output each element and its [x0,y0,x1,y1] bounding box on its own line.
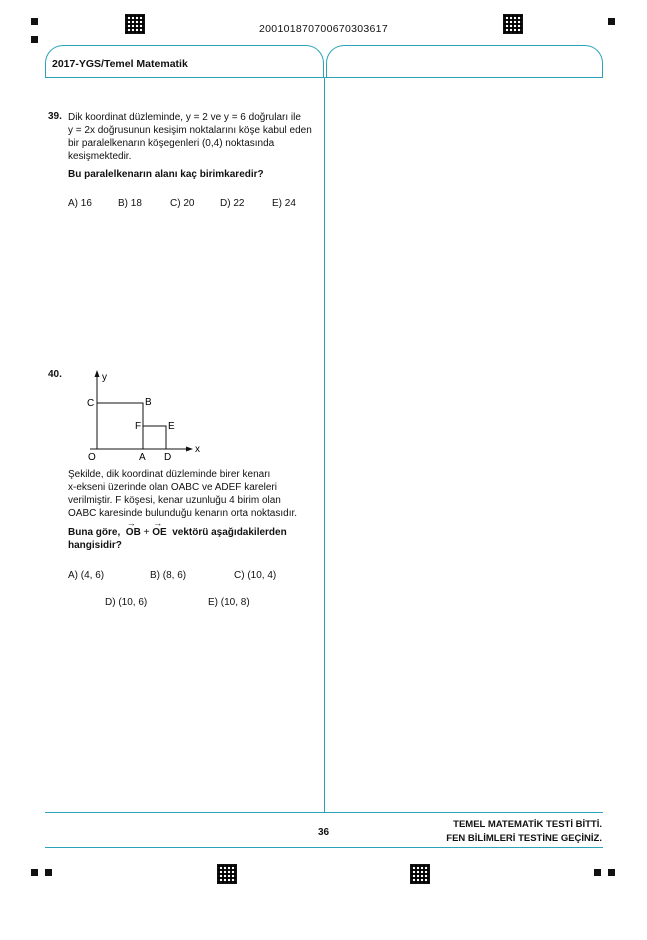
question-39-text [68,111,318,163]
text-line: x-ekseni üzerinde olan OABC ve ADEF kareleri [68,482,277,493]
coordinate-figure [80,365,230,465]
option-d[interactable]: D) (10, 6) [105,597,148,608]
question-number: 39. [48,111,62,122]
question-40-text [68,468,318,520]
vector-ob: → OB [126,526,141,539]
footer-next-note: FEN BİLİMLERİ TESTİNE GEÇİNİZ. [446,833,602,844]
text-line: y = 2x doğrusunun kesişim noktalarını köşe kabul eden [68,125,312,136]
prompt-line-2: hangisidir? [68,540,122,551]
registration-mark [31,869,38,876]
footer-divider-top [45,812,603,813]
registration-mark [594,869,601,876]
label-y: y [102,372,107,383]
label-f: F [135,421,142,432]
text-line: kesişmektedir. [68,151,132,162]
text-line: Dik koordinat düzleminde, y = 2 ve y = 6 doğruları ile [68,112,301,123]
option-a[interactable]: A) 16 [68,198,92,209]
vector-oe: → OE [152,526,166,539]
barcode-icon [217,864,237,884]
page-number: 36 [317,827,330,838]
registration-mark [45,869,52,876]
question-number: 40. [48,369,62,380]
text-line: verilmiştir. F köşesi, kenar uzunluğu 4 birim olan [68,495,281,506]
footer-divider-bottom [45,847,603,848]
square-adef [143,426,166,449]
option-e[interactable]: E) 24 [272,198,296,209]
label-c: C [87,398,95,409]
option-b[interactable]: B) (8, 6) [150,570,187,581]
option-a[interactable]: A) (4, 6) [68,570,105,581]
label-d: D [164,452,172,463]
label-a: A [139,452,146,463]
option-c[interactable]: C) (10, 4) [234,570,277,581]
label-e: E [168,421,175,432]
text-line: Şekilde, dik koordinat düzleminde birer kenarı [68,469,271,480]
header-box-right [326,45,603,77]
option-e[interactable]: E) (10, 8) [208,597,250,608]
option-b[interactable]: B) 18 [118,198,142,209]
serial-number: 200101870700670303617 [259,23,388,35]
footer-end-note: TEMEL MATEMATİK TESTİ BİTTİ. [453,819,602,830]
prompt-suffix: vektörü aşağıdakilerden [172,527,287,538]
option-c[interactable]: C) 20 [170,198,195,209]
registration-mark [31,36,38,43]
page-title: 2017-YGS/Temel Matematik [52,58,188,70]
prompt-prefix: Buna göre, [68,527,121,538]
label-x: x [195,444,200,455]
registration-mark [608,869,615,876]
text-line: OABC karesinde bulunduğu kenarın orta noktasıdır. [68,508,298,519]
barcode-icon [410,864,430,884]
plus-sign: + [143,527,150,538]
x-axis-arrow [186,447,193,452]
column-divider [324,77,325,812]
text-line: bir paralelkenarın köşegenleri (0,4) noktasında [68,138,275,149]
option-d[interactable]: D) 22 [220,198,245,209]
question-39-prompt: Bu paralelkenarın alanı kaç birimkaredir? [68,169,264,180]
question-40-prompt [68,526,318,552]
label-o: O [88,452,96,463]
label-b: B [145,397,152,408]
y-axis-arrow [95,370,100,377]
